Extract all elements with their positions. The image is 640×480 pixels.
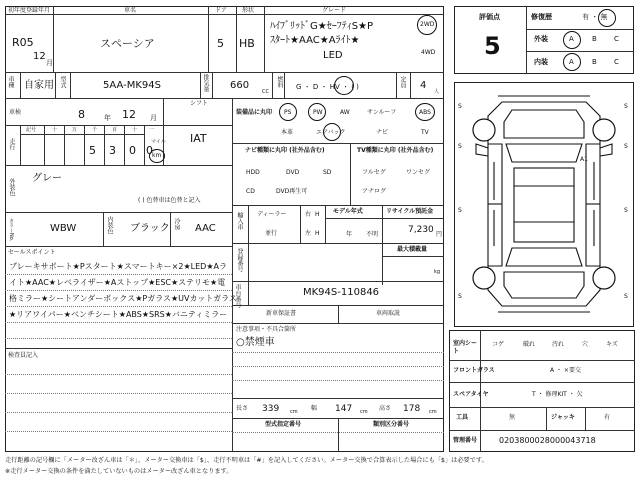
model-label: 型式 bbox=[59, 76, 66, 88]
import-left-h: H bbox=[315, 230, 320, 237]
fuel-selected-circle bbox=[334, 76, 354, 95]
mileage-unit-man: 万 bbox=[72, 127, 78, 133]
import-right: 右 bbox=[305, 211, 312, 218]
mileage-digit-3: 0 bbox=[129, 144, 136, 157]
seat-hole: 穴 bbox=[582, 341, 589, 348]
capacity-unit: 人 bbox=[434, 89, 440, 95]
ac-value: AAC bbox=[195, 223, 216, 234]
warranty-label: 新車保証書 bbox=[266, 310, 297, 317]
fuel-label: 燃料 bbox=[276, 76, 283, 88]
model-value: 5AA-MK94S bbox=[103, 80, 161, 91]
recycle-label: リサイクル預託金 bbox=[386, 208, 434, 215]
sales-points-label: セールスポイント bbox=[8, 249, 56, 256]
mileage-unit-sign: 記号 bbox=[26, 127, 37, 133]
model-year-unknown: 不明 bbox=[366, 231, 379, 238]
grade-line-3: LED bbox=[323, 50, 343, 61]
nav-dvd: DVD bbox=[286, 169, 300, 176]
exterior-label: 外装色 bbox=[8, 178, 15, 196]
inspection-month-unit: 月 bbox=[150, 114, 157, 122]
grade-line-1: ﾊｲﾌﾞﾘｯﾄﾞG★ｾｰﾌﾃｨS★P bbox=[270, 21, 374, 32]
max-load-label: 最大積載量 bbox=[397, 246, 428, 253]
mileage-digit-1: 5 bbox=[89, 144, 96, 157]
jack-value: 有 bbox=[604, 414, 611, 421]
footer-line-1: 走行距離の記号欄に「メーター改ざん車は「＊」、メーター交換車は「$」、走行不明車は「#」を記入してください。メーター交換で合算表示した場合にも「$」は必要です。 bbox=[5, 457, 488, 464]
inspection-year-unit: 年 bbox=[104, 114, 111, 122]
inspection-year: 8 bbox=[78, 108, 85, 121]
front-glass-label: フロントガラス bbox=[453, 367, 495, 374]
nav-dvd-playback: DVD再生可 bbox=[276, 188, 308, 195]
import-parallel: 並行 bbox=[265, 230, 278, 237]
car-name-label: 車名 bbox=[124, 7, 137, 14]
length-label: 長さ bbox=[236, 405, 249, 412]
equip-tv: TV bbox=[421, 129, 429, 136]
mileage-unit-hyaku: 百 bbox=[112, 127, 118, 133]
cc-unit: CC bbox=[262, 89, 269, 95]
import-dealer: ディーラー bbox=[257, 211, 287, 218]
s-mark-4: S bbox=[624, 143, 628, 150]
equip-pw-circle bbox=[308, 103, 326, 121]
score-label: 評価点 bbox=[479, 13, 500, 21]
mileage-unit-jyuman: 十 bbox=[52, 127, 58, 133]
equip-ps-circle bbox=[279, 103, 297, 121]
grade-label: グレード bbox=[322, 7, 347, 14]
mileage-km: km bbox=[152, 152, 162, 159]
seat-tear: 破れ bbox=[523, 341, 536, 348]
import-left: 左 bbox=[305, 230, 312, 237]
drive-2wd: 2WD bbox=[420, 21, 435, 28]
damage-a1: A1 bbox=[580, 156, 588, 163]
exterior-color: グレー bbox=[32, 173, 62, 184]
equip-aw: AW bbox=[340, 109, 350, 116]
category-label: 車種 bbox=[7, 76, 14, 88]
nav-sd: SD bbox=[323, 169, 332, 176]
interior-color-label: 内装色 bbox=[106, 216, 113, 234]
recycle-yen: 円 bbox=[436, 231, 443, 238]
interior-grade-b: B bbox=[592, 58, 597, 66]
import-right-h: H bbox=[315, 211, 320, 218]
inspector-note-label: 検査員記入 bbox=[8, 352, 39, 359]
height-value: 178 bbox=[403, 404, 421, 414]
shape-label: 形状 bbox=[242, 7, 255, 14]
doors-value: 5 bbox=[217, 37, 224, 50]
nav-cd: CD bbox=[246, 188, 255, 195]
sales-point-line-2: イト★AAC★レベライザー★Aストップ★ESC★ステリモ★電 bbox=[9, 278, 226, 287]
car-diagram bbox=[454, 82, 634, 327]
equip-airbag-circle bbox=[323, 123, 341, 141]
chassis-value: MK94S-110846 bbox=[303, 287, 380, 298]
equip-abs-circle bbox=[415, 103, 435, 121]
tv-oneseg: ワンセグ bbox=[406, 169, 431, 176]
length-value: 339 bbox=[262, 404, 280, 414]
import-label: 輸入車 bbox=[236, 212, 243, 230]
interior-grade-c: C bbox=[614, 58, 619, 66]
category-value: 自家用 bbox=[24, 80, 54, 91]
seat-scratch: キズ bbox=[606, 341, 618, 348]
equip-pw: PW bbox=[313, 109, 323, 116]
mileage-mile: マイル bbox=[151, 139, 166, 145]
mileage-unit-ichi: 一 bbox=[149, 127, 155, 133]
mgmt-no-label: 管理番号 bbox=[453, 437, 478, 444]
exterior-grade-b: B bbox=[592, 35, 597, 43]
s-mark-6: S bbox=[624, 207, 628, 214]
inspection-month: 12 bbox=[122, 108, 136, 121]
width-unit: cm bbox=[360, 409, 368, 415]
sales-point-line-3: 格ミラー★シートアンダーボックス★Pガラス★UVカットガラス bbox=[9, 294, 237, 303]
tools-value: 無 bbox=[509, 414, 516, 421]
color-no-value: WBW bbox=[50, 223, 77, 234]
equip-leather: 本革 bbox=[281, 129, 294, 136]
displacement-value: 660 bbox=[230, 80, 250, 91]
inspection-label: 車検 bbox=[9, 109, 22, 116]
displacement-label: 排気量 bbox=[202, 74, 209, 92]
shape-value: HB bbox=[239, 37, 255, 50]
equipment-label: 装備品に丸印 bbox=[236, 109, 273, 116]
recycle-value: 7,230 bbox=[408, 225, 434, 235]
caution-label: 注意事項・不具合箇所 bbox=[236, 326, 297, 333]
repair-options: 有 ・ 無 bbox=[582, 13, 608, 21]
first-reg-label: 初年度登録年月 bbox=[8, 7, 51, 14]
doors-label: ドア bbox=[215, 7, 227, 14]
exterior-grade-label: 外装 bbox=[534, 35, 548, 43]
shift-label: シフト bbox=[190, 100, 209, 107]
interior-grade-a: A bbox=[569, 58, 574, 66]
exterior-grade-c: C bbox=[614, 35, 619, 43]
model-year-label: モデル年式 bbox=[333, 208, 363, 215]
spare-tire-value: T ・ 修理KIT ・ 欠 bbox=[532, 391, 583, 398]
s-mark-2: S bbox=[624, 103, 628, 110]
width-value: 147 bbox=[335, 404, 353, 414]
tools-label: 工具 bbox=[456, 414, 469, 421]
fuel-options: G ・ D ・ HV ・ ( ) bbox=[296, 83, 359, 91]
sales-point-line-1: ブレーキサポート★Pスタート★スマートキー×2★LED★Aラ bbox=[9, 262, 227, 271]
interior-grade-a-circle bbox=[563, 53, 581, 71]
reg-no-label: 登録番号 bbox=[236, 248, 243, 272]
drive-4wd: 4WD bbox=[421, 49, 436, 56]
shift-value: IAT bbox=[190, 132, 207, 145]
exterior-grade-a: A bbox=[569, 35, 574, 43]
class-no-label: 類別区分番号 bbox=[373, 421, 410, 428]
footer-line-2: ※走行メーター交換の条件を満たしていないものはメーター改ざん車となります。 bbox=[5, 468, 233, 475]
s-mark-3: S bbox=[458, 143, 462, 150]
capacity-label: 定員 bbox=[399, 76, 406, 88]
width-label: 幅 bbox=[311, 405, 318, 412]
exterior-note: ( ) 色替車は色替と記入 bbox=[138, 197, 201, 204]
seat-burn: コゲ bbox=[492, 341, 505, 348]
first-reg-year: R05 bbox=[12, 36, 34, 49]
equip-airbag: エアバック bbox=[316, 129, 346, 136]
sales-point-line-4: ★リアワイパー★ベンチシート★ABS★SRS★バニティミラー bbox=[9, 310, 228, 319]
grade-line-2: ｽﾀｰﾄ★AAC★Aﾗｲﾄ★ bbox=[270, 35, 360, 46]
mileage-digit-4: 0 bbox=[146, 144, 153, 157]
length-unit: cm bbox=[290, 409, 298, 415]
score-value: 5 bbox=[484, 32, 501, 60]
mgmt-no-value: 0203800028000043718 bbox=[499, 436, 596, 445]
interior-seat-label: 室内シート bbox=[453, 340, 478, 355]
equip-sunroof: サンルーフ bbox=[367, 109, 397, 116]
ac-label: 冷房 bbox=[173, 218, 180, 230]
tv-title: TV種類に丸印 (社外品含む) bbox=[357, 147, 434, 154]
model-year-unit: 年 bbox=[346, 231, 353, 238]
repair-none-circle bbox=[598, 9, 616, 27]
tv-fullseg: フルセグ bbox=[362, 169, 386, 176]
mileage-unit-sen: 千 bbox=[92, 127, 98, 133]
max-load-unit: kg bbox=[434, 269, 441, 275]
mileage-unit-jyu: 十 bbox=[132, 127, 138, 133]
first-reg-month-unit: 月 bbox=[46, 59, 53, 67]
repair-label: 修復歴 bbox=[531, 13, 552, 21]
exterior-grade-a-circle bbox=[563, 31, 581, 49]
interior-grade-label: 内装 bbox=[534, 58, 548, 66]
color-no-label: カラーNo. bbox=[8, 218, 14, 242]
spare-tire-label: スペアタイヤ bbox=[453, 391, 489, 398]
front-glass-value: A ・ ×要交 bbox=[550, 367, 581, 374]
caution-value: ○禁煙車 bbox=[236, 337, 275, 348]
height-label: 高さ bbox=[379, 405, 392, 412]
type-no-label: 型式指定番号 bbox=[265, 421, 302, 428]
mileage-digit-2: 3 bbox=[109, 144, 116, 157]
s-mark-7: S bbox=[458, 293, 462, 300]
first-reg-month: 12 bbox=[33, 51, 46, 62]
equip-abs: ABS bbox=[419, 109, 431, 116]
nav-title: ナビ種類に丸印 (社外品含む) bbox=[245, 147, 325, 154]
manual-label: 車両取説 bbox=[376, 310, 401, 317]
tv-analog: アナログ bbox=[362, 188, 387, 195]
seat-stain: 汚れ bbox=[552, 341, 565, 348]
capacity-value: 4 bbox=[420, 80, 427, 91]
mileage-label: 走行 bbox=[8, 138, 15, 150]
s-mark-5: S bbox=[458, 207, 462, 214]
s-mark-8: S bbox=[624, 293, 628, 300]
s-mark-1: S bbox=[458, 103, 462, 110]
equip-navi: ナビ bbox=[376, 129, 389, 136]
car-name: スペーシア bbox=[100, 37, 155, 50]
nav-hdd: HDD bbox=[246, 169, 260, 176]
jack-label: ジャッキ bbox=[551, 414, 575, 421]
chassis-label: 車台番号 bbox=[234, 284, 241, 308]
interior-color-value: ブラック bbox=[130, 223, 170, 234]
height-unit: cm bbox=[429, 409, 437, 415]
equip-ps: PS bbox=[284, 109, 292, 116]
